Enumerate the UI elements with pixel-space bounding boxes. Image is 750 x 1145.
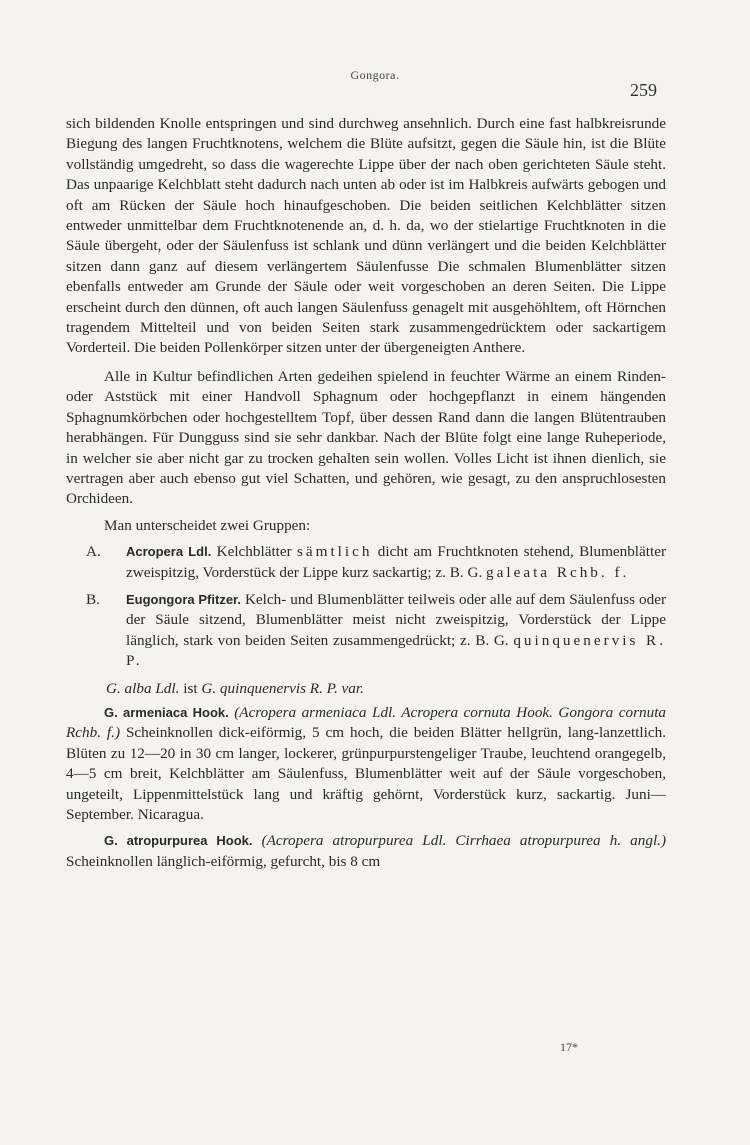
species-entry: [66, 831, 666, 872]
note-a: G. alba Ldl.: [106, 679, 180, 697]
species-synonyms: (Acropera atropurpurea Ldl. Cirrhaea atropurpurea h. angl.): [261, 832, 667, 850]
group-name: Acropera Ldl.: [126, 544, 212, 560]
group-spaced-word: sämtlich: [297, 543, 373, 561]
body-text: [66, 114, 666, 878]
species-entry: [66, 703, 666, 825]
group-example: galeata Rchb. f.: [486, 563, 630, 581]
paragraph-2: Alle in Kultur befindlichen Arten gedeihen spielend in feuchter Wärme an einem Rinden- oder Aststück mit einer Handvoll Sphagnum oder hochgepflanzt in einem hängenden Sphagnumkörbchen oder hochgestelltem Topf, über dessen Rand dann die langen Blütentrauben herabhängen. Für Dungguss sind sie sehr dankbar. Nach der Blüte folgt eine lange Ruheperiode, in welcher sie aber nicht gar zu trocken gehalten sein wollen. Volles Licht ist ihnen dienlich, sie vertragen aber auch ebenso gut viel Schatten, und gehören, wie gesagt, zu den anspruchlosesten Orchideen.: [66, 367, 666, 508]
group-a: [66, 542, 666, 583]
species-synonyms: (Acropera armeniaca Ldl. Acropera cornuta Hook. Gongora cornuta Rchb. f.): [66, 703, 667, 742]
signature-mark: 17*: [560, 1040, 578, 1054]
running-header: Gongora.: [350, 68, 400, 82]
page-number: 259: [630, 80, 657, 100]
group-b: [66, 590, 666, 672]
group-letter: A.: [86, 543, 101, 561]
species-name: G. armeniaca Hook.: [104, 704, 229, 720]
group-text-b: dicht am Fruchtknoten stehend, Blumenblätter zweispitzig, Vorderstück der Lippe kurz sackartig; z. B. G.: [126, 543, 667, 581]
note-b: ist: [179, 679, 202, 697]
group-body: [126, 542, 666, 583]
note-c: G. quinquenervis R. P. var.: [201, 679, 364, 697]
paragraph-3: Man unterscheidet zwei Gruppen:: [104, 516, 311, 534]
note-line: [66, 679, 666, 699]
group-body: [126, 590, 666, 672]
species-description: Scheinknollen dick-eiförmig, 5 cm hoch, die beiden Blätter hellgrün, lang-lanzettlich. Blüten zu 12—20 in 30 cm langer, lockerer, grünpurpurstengeliger Traube, leuchtend orangegelb, 4—5 cm breit, Kelchblätter am Säulenfuss, Blumenblätter weit auf der Säule vorgeschoben, ungeteilt, Lippenmittelstück lang und kräftig gehörnt, Vorderstück kurz, sackartig. Juni—September. Nicaragua.: [66, 724, 667, 823]
species-description: Scheinknollen länglich-eiförmig, gefurcht, bis 8 cm: [66, 852, 381, 870]
paragraph-1: sich bildenden Knolle entspringen und sind durchweg ansehnlich. Durch eine fast halbkreisrunde Biegung des langen Fruchtknotens, welchem die Blüte aufsitzt, gegen die Säule hin, ist die Blüte vollständig umgedreht, so dass die wagerechte Lippe über der nach oben gerichteten Säule steht. Das unpaarige Kelchblatt steht dadurch nach unten ab oder ist im Halbkreis aufwärts gebogen und oft am Rücken der Säule hoch hinaufgeschoben. Die beiden seitlichen Kelchblätter sitzen entweder unmittelbar dem Fruchtknotenende an, d. h. da, wo der stielartige Fruchtknoten in die Säule übergeht, oder der Säulenfuss ist schlank und dünn verlängert und die beiden Kelchblätter sitzen dann ganz auf diesem verlängertem Säulenfusse Die schmalen Blumenblätter sitzen ebenfalls entweder am Grunde der Säule oder weit vorgeschoben an deren Seiten. Die Lippe erscheint durch den dünnen, oft auch langen Säulenfuss genagelt mit ausgehöhltem, oft Hörnchen tragendem Mittelteil und von beiden Seiten stark zusammengedrücktem oder sackartigem Vorderteil. Die beiden Pollenkörper sitzen unter der übergeneigten Anthere.: [66, 115, 666, 357]
group-text-a: Kelch- und Blumenblätter teilweis oder alle auf dem Säulenfuss oder der Säule sitzend, Blumenblätter meist nicht zweispitzig, Vorderstück der Lippe länglich, stark von beiden Seiten zusammengedrückt; z. B. G.: [126, 590, 666, 649]
group-letter: B.: [86, 590, 100, 608]
species-name: G. atropurpurea Hook.: [104, 833, 253, 849]
group-text-a: Kelchblätter: [211, 543, 297, 561]
group-example: quinquenervis R. P.: [126, 631, 666, 670]
group-name: Eugongora Pfitzer.: [126, 591, 241, 607]
